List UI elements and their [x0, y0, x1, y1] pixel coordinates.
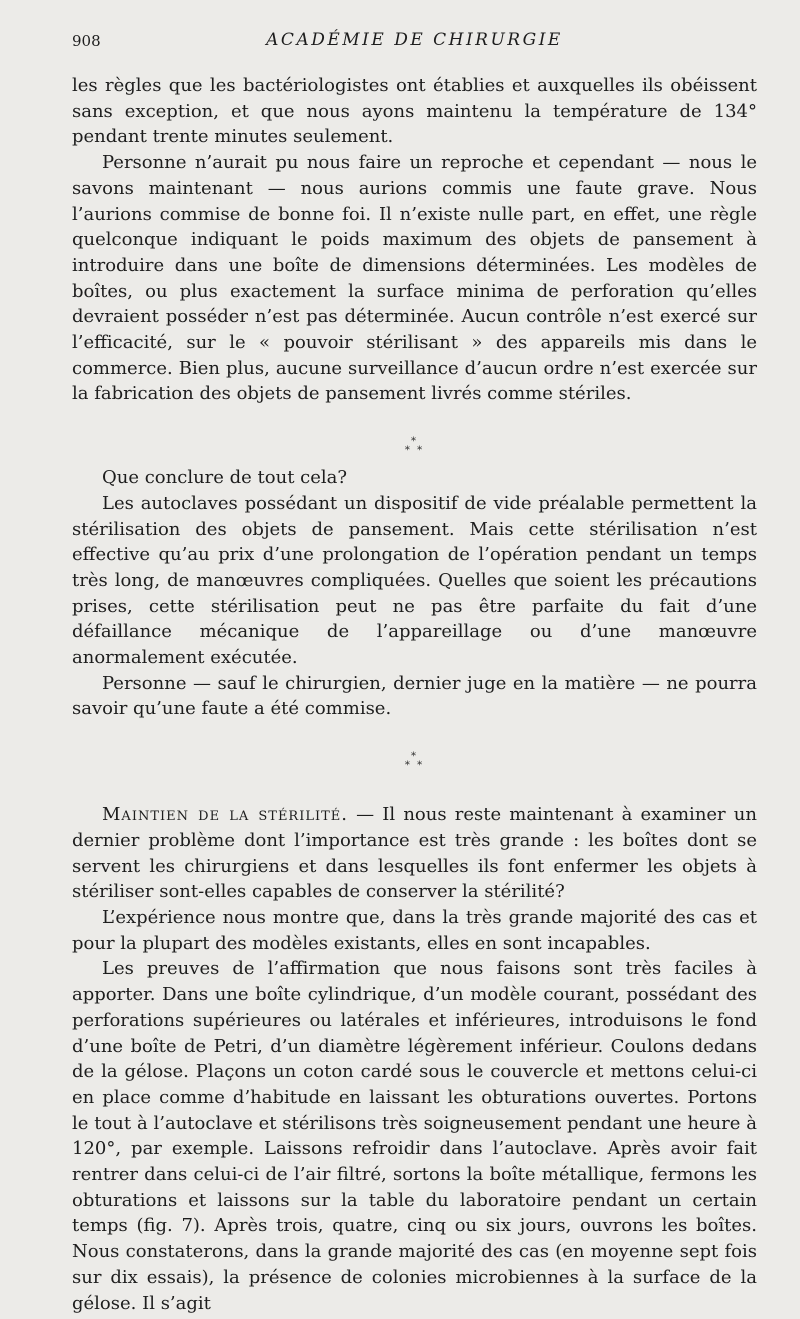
- asterism-ornament-2: [72, 752, 757, 770]
- paragraph-autoclaves: Les autoclaves possédant un dispositif de vide préalable permettent la stérilisation des objets de pansement. Mais cette stérilisation n’est effective qu’au prix d’une prolongation de l’opération pendant un temps très long, de manœuvres compliquées. Quelles que soient les précautions prises, cette stérilisation peut ne pas être parfaite du fait d’une défaillance mécanique de l’appareillage ou d’une manœuvre anormalement exécutée.: [72, 492, 757, 669]
- page-number: 908: [72, 32, 101, 50]
- asterism-ornament: [72, 437, 757, 455]
- asterism-top: *: [411, 751, 418, 763]
- asterism-top: *: [411, 436, 418, 448]
- section-body: — Il nous reste maintenant à examiner un dernier problème dont l’importance est très grande : les boîtes dont se servent les chirurgiens et dans lesquelles ils font enfermer les objets à stériliser sont-elles capables de conserver la stérilité?: [72, 804, 757, 903]
- paragraph-section-sterility: [72, 802, 757, 905]
- running-title: ACADÉMIE DE CHIRURGIE: [266, 30, 563, 50]
- paragraph-no-rule: Personne n’aurait pu nous faire un reproche et cependant — nous le savons maintenant — nous aurions commis une faute grave. Nous l’aurions commise de bonne foi. Il n’existe nulle part, en effet, une règle quelconque indiquant le poids maximum des objets de pansement à introduire dans une boîte de dimensions déterminées. Les modèles de boîtes, ou plus exactement la surface minima de perforation qu’elles devraient posséder n’est pas déterminée. Aucun contrôle n’est exercé sur l’efficacité, sur le « pouvoir stérilisant » des appareils mis dans le commerce. Bien plus, aucune surveillance d’aucun ordre n’est exercée sur la fabrication des objets de pansement livrés comme stériles.: [72, 152, 757, 405]
- asterism-bottom: * *: [404, 760, 425, 772]
- paragraph-continuation: les règles que les bactériologistes ont établies et auxquelles ils obéissent sans exception, et que nous ayons maintenu la température de 134° pendant trente minutes seulement.: [72, 75, 757, 148]
- paragraph-proofs: Les preuves de l’affirmation que nous faisons sont très faciles à apporter. Dans une boîte cylindrique, d’un modèle courant, possédant des perforations supérieures ou latérales et inférieures, introduisons le fond d’une boîte de Petri, d’un diamètre légèrement inférieur. Coulons dedans de la gélose. Plaçons un coton cardé sous le couvercle et mettons celui-ci en place comme d’habitude en laissant les obturations ouvertes. Portons le tout à l’autoclave et stérilisons très soigneusement pendant une heure à 120°, par exemple. Laissons refroidir dans l’autoclave. Après avoir fait rentrer dans celui-ci de l’air filtré, sortons la boîte métallique, fermons les obturations et laissons sur la table du laboratoire pendant un certain temps (fig. 7). Après trois, quatre, cinq ou six jours, ouvrons les boîtes. Nous constaterons, dans la grande majorité des cas (en moyenne sept fois sur dix essais), la présence de colonies microbiennes à la surface de la gélose. Il s’agit: [72, 958, 757, 1314]
- section-heading: Maintien de la stérilité.: [102, 804, 349, 826]
- asterism-bottom: * *: [404, 445, 425, 457]
- paragraph-question: Que conclure de tout cela?: [102, 467, 348, 489]
- page-header: [72, 30, 757, 56]
- paragraph-surgeon-judge: Personne — sauf le chirurgien, dernier juge en la matière — ne pourra savoir qu’une faute a été commise.: [72, 672, 757, 720]
- paragraph-experience: L’expérience nous montre que, dans la très grande majorité des cas et pour la plupart des modèles existants, elles en sont incapables.: [72, 906, 757, 954]
